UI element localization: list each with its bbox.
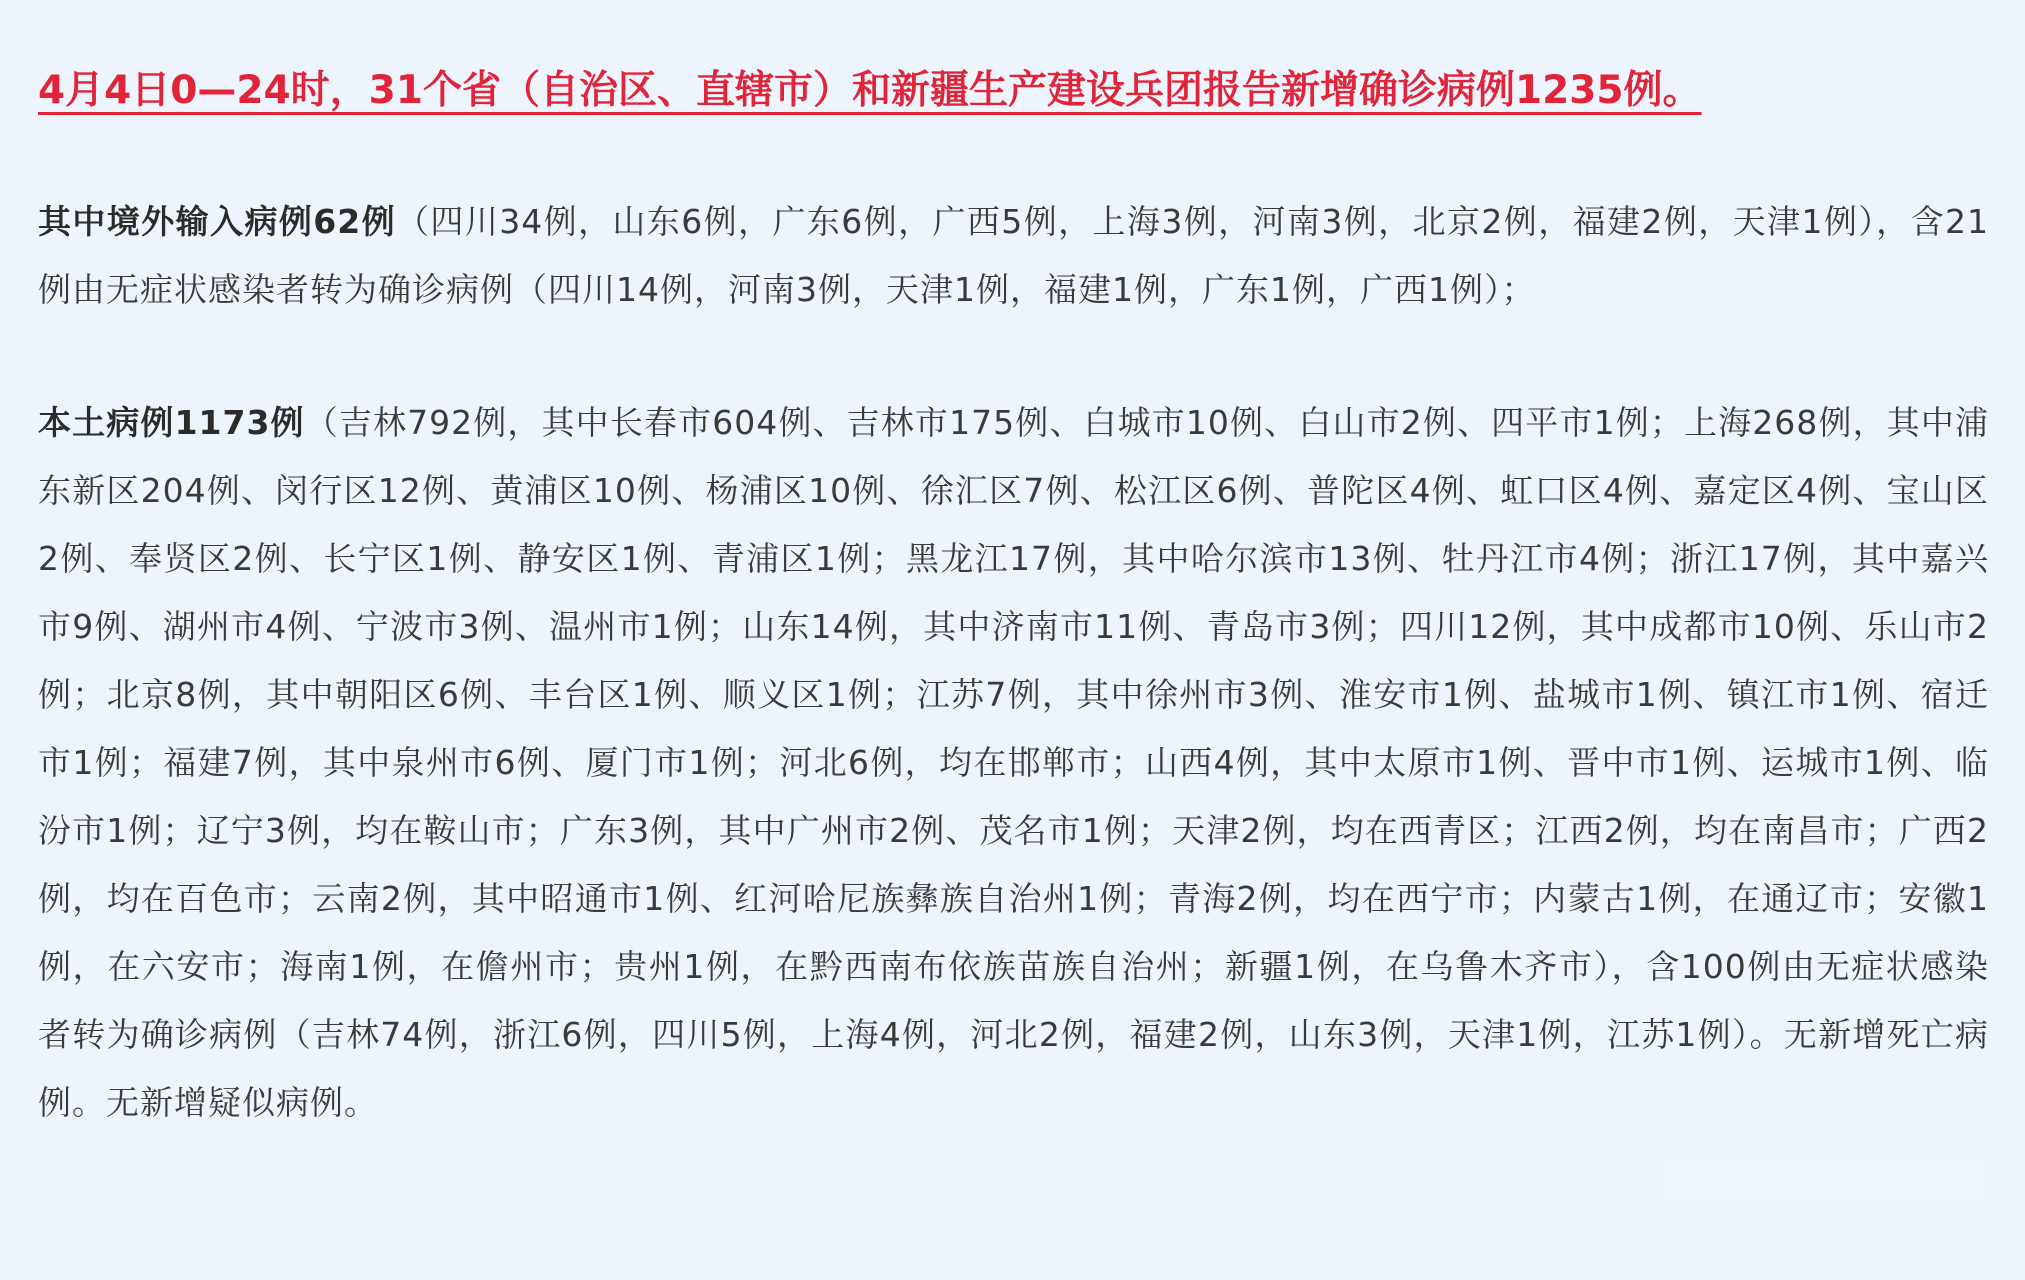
- local-cases-lead: 本土病例1173例: [38, 403, 305, 442]
- imported-cases-body: （四川34例，山东6例，广东6例，广西5例，上海3例，河南3例，北京2例，福建2例，天津1例），含21例由无症状感染者转为确诊病例（四川14例，河南3例，天津1例，福建1例，广东1例，广西1例）；: [38, 202, 1989, 309]
- headline: 4月4日0—24时，31个省（自治区、直辖市）和新疆生产建设兵团报告新增确诊病例1235例。: [38, 68, 1702, 113]
- local-cases-body: （吉林792例，其中长春市604例、吉林市175例、白城市10例、白山市2例、四平市1例；上海268例，其中浦东新区204例、闵行区12例、黄浦区10例、杨浦区10例、徐汇区7例、松江区6例、普陀区4例、虹口区4例、嘉定区4例、宝山区2例、奉贤区2例、长宁区1例、静安区1例、青浦区1例；黑龙江17例，其中哈尔滨市13例、牡丹江市4例；浙江17例，其中嘉兴市9例、湖州市4例、宁波市3例、温州市1例；山东14例，其中济南市11例、青岛市3例；四川12例，其中成都市10例、乐山市2例；北京8例，其中朝阳区6例、丰台区1例、顺义区1例；江苏7例，其中徐州市3例、淮安市1例、盐城市1例、镇江市1例、宿迁市1例；福建7例，其中泉州市6例、厦门市1例；河北6例，均在邯郸市；山西4例，其中太原市1例、晋中市1例、运城市1例、临汾市1例；辽宁3例，均在鞍山市；广东3例，其中广州市2例、茂名市1例；天津2例，均在西青区；江西2例，均在南昌市；广西2例，均在百色市；云南2例，其中昭通市1例、红河哈尼族彝族自治州1例；青海2例，均在西宁市；内蒙古1例，在通辽市；安徽1例，在六安市；海南1例，在儋州市；贵州1例，在黔西南布依族苗族自治州；新疆1例，在乌鲁木齐市），含100例由无症状感染者转为确诊病例（吉林74例，浙江6例，四川5例，上海4例，河北2例，福建2例，山东3例，天津1例，江苏1例）。无新增死亡病例。无新增疑似病例。: [38, 403, 1989, 1122]
- blur-overlay: [1585, 1148, 1990, 1212]
- imported-cases-lead: 其中境外输入病例62例: [38, 202, 396, 241]
- imported-cases-paragraph: [38, 188, 1989, 324]
- local-cases-paragraph: [38, 389, 1989, 1137]
